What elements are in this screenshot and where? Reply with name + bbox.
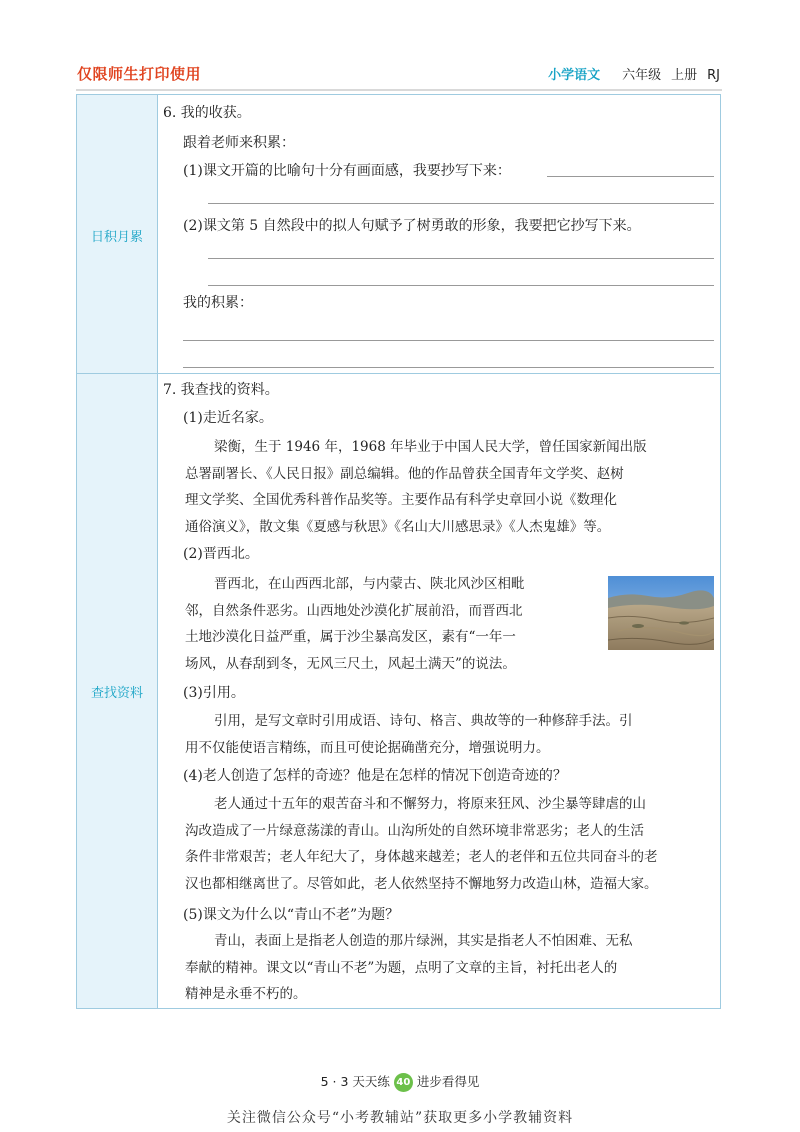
- paragraph-line: 梁衡，生于 1946 年，1968 年毕业于中国人民大学，曾任国家新闻出版: [214, 439, 647, 455]
- print-notice: 仅限师生打印使用: [77, 65, 202, 83]
- question-6-title: 6. 我的收获。: [163, 105, 251, 121]
- page-number-badge: 40: [394, 1073, 413, 1092]
- subsection-1-title: (1)走近名家。: [183, 410, 273, 426]
- title-meaning-paragraph: [185, 928, 633, 1008]
- my-accumulation-label: 我的积累：: [183, 295, 253, 311]
- paragraph-line: 晋西北，在山西西北部，与内蒙古、陕北风沙区相毗: [214, 576, 525, 592]
- header-divider: [76, 89, 722, 91]
- paragraph-line: 奉献的精神。课文以“青山不老”为题，点明了文章的主旨，衬托出老人的: [185, 959, 618, 976]
- question-6-intro: 跟着老师来积累：: [183, 135, 295, 151]
- paragraph-line: 青山，表面上是指老人创造的那片绿洲，其实是指老人不怕困难、无私: [214, 933, 633, 949]
- grade-label: 六年级: [622, 68, 662, 83]
- paragraph-line: 通俗演义》，散文集《夏感与秋思》《名山大川感思录》《人杰鬼雄》等。: [185, 518, 611, 535]
- row-divider: [77, 373, 720, 374]
- paragraph-line: 精神是永垂不朽的。: [185, 986, 307, 1002]
- question-6-item-1: (1)课文开篇的比喻句十分有画面感，我要抄写下来：: [183, 163, 511, 179]
- paragraph-line: 汉也都相继离世了。尽管如此，老人依然坚持不懈地努力改造山林，造福大家。: [185, 875, 658, 892]
- desert-landscape-photo: [608, 576, 714, 650]
- answer-line[interactable]: [208, 285, 714, 286]
- subsection-4-title: (4)老人创造了怎样的奇迹？他是在怎样的情况下创造奇迹的？: [183, 768, 567, 784]
- question-6-item-2: (2)课文第 5 自然段中的拟人句赋予了树勇敢的形象，我要把它抄写下来。: [183, 218, 641, 234]
- footer-brand: 5 · 3 天天练: [320, 1074, 390, 1089]
- paragraph-line: 土地沙漠化日益严重，属于沙尘暴高发区，素有“一年一: [185, 629, 516, 645]
- watermark-note: 关注微信公众号“小考教辅站”获取更多小学教辅资料: [226, 1110, 574, 1126]
- paragraph-line: 引用，是写文章时引用成语、诗句、格言、典故等的一种修辞手法。引: [214, 713, 633, 729]
- page-footer: [0, 1072, 800, 1092]
- volume-label: 上册: [671, 68, 698, 83]
- question-7-title: 7. 我查找的资料。: [163, 382, 279, 398]
- answer-line[interactable]: [208, 258, 714, 259]
- footer-slogan: 进步看得见: [416, 1074, 480, 1089]
- subsection-5-title: (5)课文为什么以“青山不老”为题？: [183, 907, 400, 923]
- desert-landscape-image: [608, 576, 714, 650]
- jinxibei-paragraph: [185, 571, 525, 677]
- subsection-3-title: (3)引用。: [183, 685, 245, 701]
- paragraph-line: 理文学奖、全国优秀科普作品奖等。主要作品有科学史章回小说《数理化: [185, 492, 617, 508]
- paragraph-line: 邻，自然条件恶劣。山西地处沙漠化扩展前沿，而晋西北: [185, 602, 523, 619]
- edition-label: RJ: [707, 68, 720, 83]
- quotation-paragraph: [185, 708, 633, 761]
- subsection-2-title: (2)晋西北。: [183, 546, 259, 562]
- subject-label: 小学语文: [548, 68, 601, 83]
- answer-line[interactable]: [208, 203, 714, 204]
- paragraph-line: 老人通过十五年的艰苦奋斗和不懈努力，将原来狂风、沙尘暴等肆虐的山: [214, 796, 646, 812]
- answer-line[interactable]: [183, 340, 714, 341]
- section-label-accumulate: 日积月累: [90, 230, 143, 245]
- paragraph-line: 总署副署长、《人民日报》副总编辑。他的作品曾获全国青年文学奖、赵树: [185, 465, 624, 482]
- section-label-research: 查找资料: [90, 686, 143, 701]
- paragraph-line: 场风，从春刮到冬，无风三尺土，风起土满天”的说法。: [185, 655, 516, 672]
- paragraph-line: 条件非常艰苦；老人年纪大了，身体越来越差；老人的老伴和五位共同奋斗的老: [185, 849, 658, 865]
- answer-line[interactable]: [547, 176, 714, 177]
- answer-line[interactable]: [183, 367, 714, 368]
- paragraph-line: 沟改造成了一片绿意荡漾的青山。山沟所处的自然环境非常恶劣；老人的生活: [185, 822, 644, 839]
- book-info: [548, 64, 720, 83]
- miracle-paragraph: [185, 791, 658, 897]
- author-bio-paragraph: [185, 434, 647, 540]
- paragraph-line: 用不仅能使语言精练，而且可使论据确凿充分，增强说明力。: [185, 739, 550, 756]
